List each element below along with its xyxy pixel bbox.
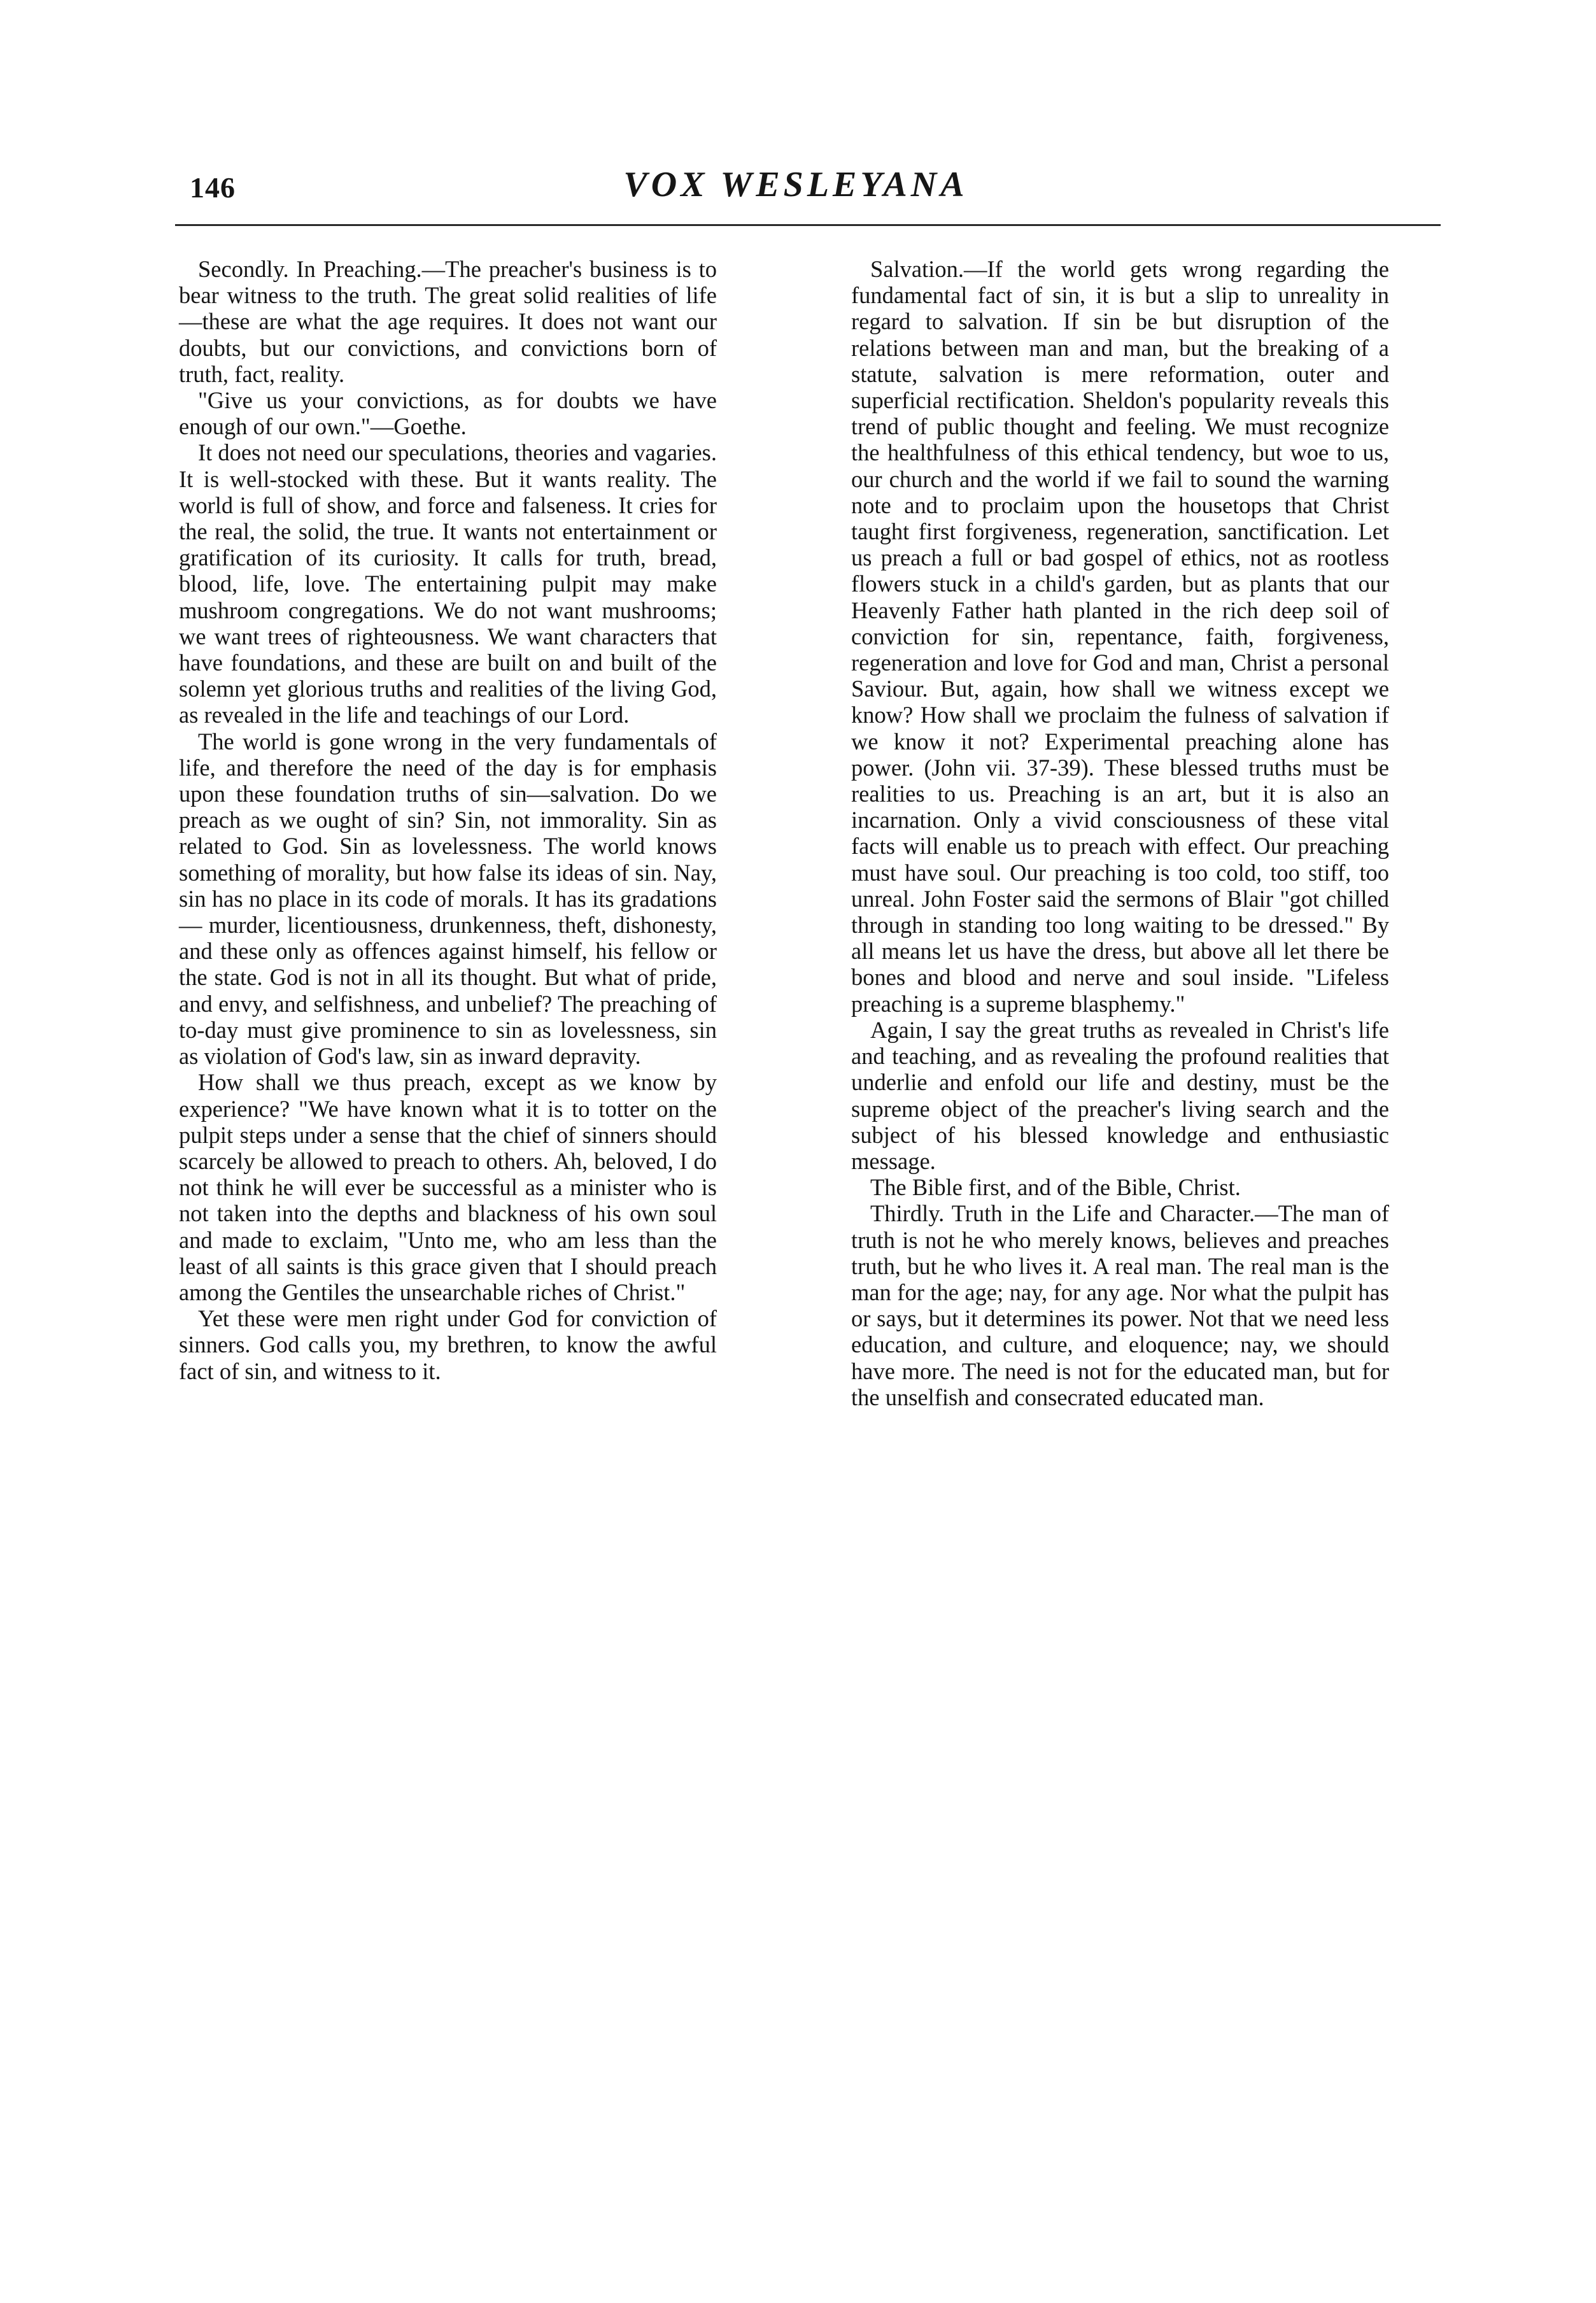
- paragraph: The Bible first, and of the Bible, Christ.: [870, 1174, 1241, 1201]
- paragraph: Thirdly. Truth in the Life and Character.—The man of truth is not he who merely knows, believes and preaches truth, but he who lives it. A real man. The real man is the man for the age; nay, for any age. Nor what the pulpit has or says, but it determines its power. Not that we need less education, and culture, and eloquence; nay, we should have more. The need is not for the educated man, but for the unselfish and consecrated educated man.: [851, 1200, 1389, 1410]
- page-number: 146: [190, 171, 236, 204]
- right-column: [851, 256, 1389, 1410]
- running-title: VOX WESLEYANA: [623, 165, 968, 204]
- paragraph: How shall we thus preach, except as we know by experience? "We have known what it is to totter on the pulpit steps under a sense that the chief of sinners should scarcely be allowed to preach to others. Ah, beloved, I do not think he will ever be successful as a minister who is not taken into the depths and blackness of his own soul and made to exclaim, "Unto me, who am less than the least of all saints is this grace given that I should preach among the Gentiles the unsearchable riches of Christ.": [179, 1069, 717, 1305]
- paragraph: Again, I say the great truths as revealed in Christ's life and teaching, and as revealing the profound realities that underlie and enfold our life and destiny, must be the supreme object of the preacher's living search and the subject of his blessed knowledge and enthusiastic message.: [851, 1016, 1389, 1174]
- left-column: [179, 256, 717, 1384]
- paragraph: Salvation.—If the world gets wrong regarding the fundamental fact of sin, it is but a slip to unreality in regard to salvation. If sin be but disruption of the relations between man and man, but the breaking of a statute, salvation is mere reformation, outer and superficial rectification. Sheldon's popularity reveals this trend of public thought and feeling. We must recognize the healthfulness of this ethical tendency, but woe to us, our church and the world if we fail to sound the warning note and to proclaim upon the housetops that Christ taught first forgiveness, regeneration, sanctification. Let us preach a full or bad gospel of ethics, not as rootless flowers stuck in a child's garden, but as plants that our Heavenly Father hath planted in the rich deep soil of conviction for sin, repentance, faith, forgiveness, regeneration and love for God and man, Christ a personal Saviour. But, again, how shall we witness except we know? How shall we proclaim the fulness of salvation if we know it not? Experimental preaching alone has power. (John vii. 37-39). These blessed truths must be realities to us. Preaching is an art, but it is also an incarnation. Only a vivid consciousness of these vital facts will enable us to preach with effect. Our preaching must have soul. Our preaching is too cold, too stiff, too unreal. John Foster said the sermons of Blair "got chilled through in standing too long waiting to be dressed." By all means let us have the dress, but above all let there be bones and blood and nerve and soul inside. "Lifeless preaching is a supreme blasphemy.": [851, 256, 1389, 1017]
- paragraph: "Give us your convictions, as for doubts we have enough of our own."—Goethe.: [179, 387, 717, 440]
- paragraph: The world is gone wrong in the very fundamentals of life, and therefore the need of the day is for emphasis upon these foundation truths of sin—salvation. Do we preach as we ought of sin? Sin, not immorality. Sin as related to God. Sin as lovelessness. The world knows something of morality, but how false its ideas of sin. Nay, sin has no place in its code of morals. It has its gradations — murder, licentiousness, drunkenness, theft, dishonesty, and these only as offences against himself, his fellow or the state. God is not in all its thought. But what of pride, and envy, and selfishness, and unbelief? The preaching of to-day must give prominence to sin as lovelessness, sin as violation of God's law, sin as inward depravity.: [179, 728, 717, 1070]
- paragraph: It does not need our speculations, theories and vagaries. It is well-stocked with these. But it wants reality. The world is full of show, and force and falseness. It cries for the real, the solid, the true. It wants not entertainment or gratification of its curiosity. It calls for truth, bread, blood, life, love. The entertaining pulpit may make mushroom congregations. We do not want mushrooms; we want trees of righteousness. We want characters that have foundations, and these are built on and built of the solemn yet glorious truths and realities of the living God, as revealed in the life and teachings of our Lord.: [179, 439, 717, 728]
- header-rule: [175, 224, 1441, 226]
- paragraph: Secondly. In Preaching.—The preacher's business is to bear witness to the truth. The great solid realities of life—these are what the age requires. It does not want our doubts, but our convictions, and convictions born of truth, fact, reality.: [179, 256, 717, 387]
- paragraph: Yet these were men right under God for conviction of sinners. God calls you, my brethren, to know the awful fact of sin, and witness to it.: [179, 1305, 717, 1384]
